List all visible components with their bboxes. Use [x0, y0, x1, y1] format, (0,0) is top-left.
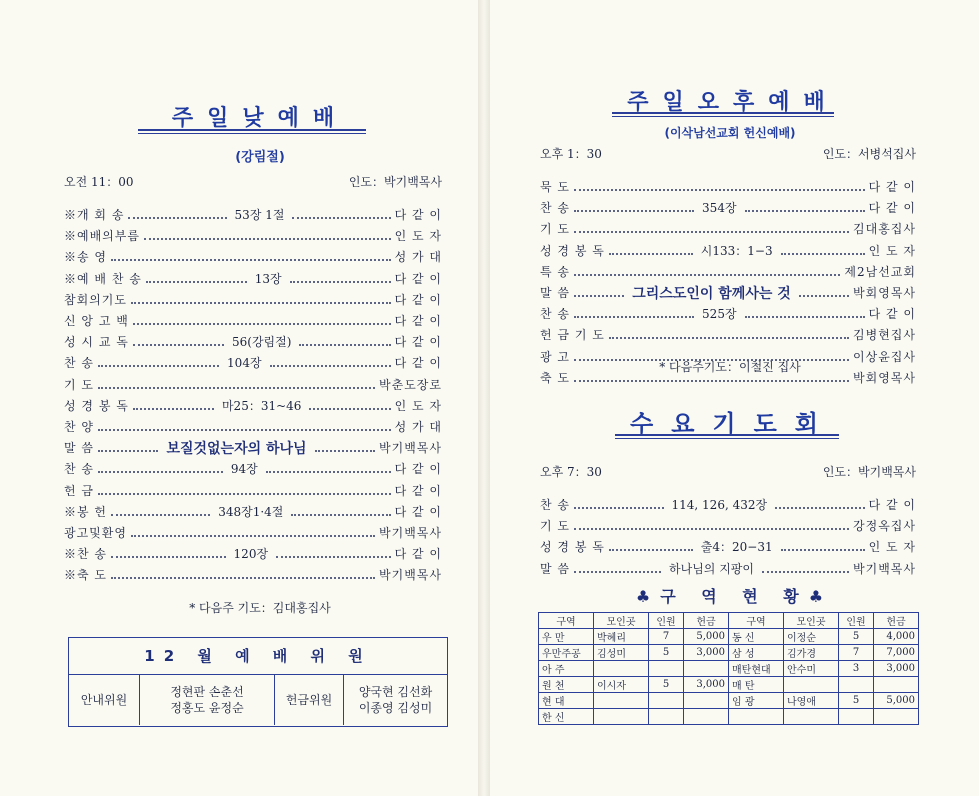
district-header-cell: 모인곳 — [594, 613, 649, 629]
district-cell: 우만주공 — [539, 645, 594, 661]
district-status-table — [538, 612, 919, 725]
order-item — [64, 437, 442, 458]
order-item-person: 박기백목사 — [853, 561, 916, 576]
wednesday-title-rule — [615, 434, 839, 439]
wednesday-time: 오후 7：30 — [540, 465, 602, 479]
leader-dots — [98, 422, 391, 431]
order-item-label: ※찬 송 — [64, 547, 107, 562]
order-item-label: ※봉 헌 — [64, 504, 107, 519]
district-cell — [649, 661, 684, 677]
order-item-label: 말 씀 — [540, 561, 570, 576]
district-cell: 3 — [839, 661, 874, 677]
order-item-person: 박회영목사 — [853, 286, 917, 301]
district-cell: 이시자 — [594, 677, 649, 693]
district-cell — [874, 677, 919, 693]
sunday-afternoon-subtitle: (이삭남선교회 헌신예배) — [664, 126, 796, 140]
district-cell: 안수미 — [784, 661, 839, 677]
usher-names-line: 정현판 손춘선 — [170, 685, 244, 699]
order-item-label: 찬 송 — [540, 201, 570, 216]
district-cell: 임 광 — [729, 693, 784, 709]
leader-dots — [276, 549, 391, 558]
district-header-cell: 헌금 — [874, 613, 919, 629]
district-cell: 5 — [649, 645, 684, 661]
leader-dots — [291, 507, 390, 516]
leader-dots — [574, 224, 849, 233]
district-cell: 4,000 — [874, 629, 919, 645]
district-cell — [784, 677, 839, 693]
leader-dots — [745, 203, 865, 212]
order-item-detail: 525장 — [702, 307, 737, 322]
order-item-person: 강정옥집사 — [853, 519, 916, 534]
district-header-cell: 구역 — [539, 613, 594, 629]
district-header-cell: 인원 — [839, 613, 874, 629]
sunday-morning-title: 주일낮예배 — [171, 106, 349, 131]
leader-dots — [574, 203, 694, 212]
order-item-label: ※예 배 찬 송 — [64, 271, 142, 286]
district-cell: 나영애 — [784, 693, 839, 709]
district-cell — [649, 709, 684, 725]
district-row — [539, 709, 919, 725]
order-item-person: 다 같 이 — [394, 462, 442, 477]
page-fold — [478, 0, 490, 796]
order-item-person: 다 같 이 — [394, 356, 442, 371]
order-item — [540, 558, 916, 579]
order-item-person: 인 도 자 — [868, 540, 917, 555]
district-status-title: ♣구 역 현 황♣ — [635, 587, 834, 606]
order-item — [64, 268, 442, 289]
order-item-label: 성 시 교 독 — [64, 335, 129, 350]
order-item — [64, 331, 442, 352]
wednesday-leader: 인도：박기백목사 — [822, 465, 916, 479]
order-item — [64, 543, 442, 564]
leader-dots — [762, 564, 849, 573]
wednesday-order — [540, 494, 916, 579]
district-header-cell: 인원 — [649, 613, 684, 629]
district-cell: 3,000 — [874, 661, 919, 677]
order-item-label: 찬 송 — [540, 498, 570, 513]
leader-dots — [292, 210, 390, 219]
order-item-person: 박기백목사 — [379, 568, 442, 583]
order-item — [64, 479, 442, 500]
district-row — [539, 661, 919, 677]
order-item-detail: 120장 — [233, 547, 269, 562]
order-item-detail: 53장 1절 — [234, 208, 285, 223]
leader-dots — [781, 246, 865, 255]
district-row — [539, 677, 919, 693]
order-item — [64, 395, 442, 416]
leader-dots — [309, 401, 390, 410]
leader-dots — [133, 337, 224, 346]
order-item — [540, 303, 916, 324]
leader-dots — [745, 309, 865, 318]
order-item — [64, 246, 442, 267]
order-item-detail: 56(강림절) — [232, 335, 292, 350]
order-item — [540, 218, 916, 239]
order-item — [540, 536, 916, 557]
leader-dots — [781, 542, 865, 551]
order-item-detail: 354장 — [702, 201, 737, 216]
district-cell: 5,000 — [874, 693, 919, 709]
order-item-label: 찬 양 — [64, 419, 94, 434]
district-cell — [649, 693, 684, 709]
district-cell — [874, 709, 919, 725]
district-cell: 5 — [839, 629, 874, 645]
order-item-person: 박회영목사 — [853, 370, 916, 385]
district-row — [539, 645, 919, 661]
district-cell: 박혜리 — [594, 629, 649, 645]
leader-dots — [144, 231, 391, 240]
leader-dots — [574, 500, 664, 509]
sunday-morning-title-rule — [138, 129, 366, 134]
district-cell — [684, 709, 729, 725]
committee-title: 12 월 예 배 위 원 — [69, 638, 447, 675]
district-cell: 매 탄 — [729, 677, 784, 693]
order-item-detail: 하나님의 지팡이 — [669, 561, 754, 576]
leader-dots — [131, 295, 391, 304]
district-cell: 한 신 — [539, 709, 594, 725]
order-item-person: 다 같 이 — [868, 498, 917, 513]
offering-names-line: 이종영 김성미 — [358, 701, 433, 715]
sunday-afternoon-meta — [540, 145, 916, 162]
order-item-label: 헌 금 기 도 — [540, 328, 605, 343]
leader-dots — [128, 210, 226, 219]
order-item-person: 다 같 이 — [868, 307, 916, 322]
leader-dots — [111, 507, 210, 516]
leader-dots — [290, 274, 391, 283]
district-cell: 동 신 — [729, 629, 784, 645]
usher-label: 안내위원 — [69, 675, 140, 725]
district-cell: 5,000 — [684, 629, 729, 645]
order-item — [540, 515, 916, 536]
sunday-morning-meta — [64, 173, 442, 190]
order-item-detail: 마25：31~46 — [221, 398, 302, 413]
order-item-person: 다 같 이 — [394, 547, 442, 562]
leader-dots — [133, 401, 214, 410]
order-item-detail: 시133：1−3 — [700, 243, 773, 258]
order-item-person: 박기백목사 — [379, 525, 442, 540]
district-cell — [839, 709, 874, 725]
leader-dots — [111, 570, 375, 579]
order-item-detail: 104장 — [227, 356, 262, 371]
order-item-person: 다 같 이 — [394, 335, 443, 350]
order-item-detail: 출4：20−31 — [700, 540, 773, 555]
order-item — [64, 564, 442, 585]
order-item-label: 신 앙 고 백 — [64, 314, 129, 329]
order-item-label: 성 경 봉 독 — [540, 540, 605, 555]
district-cell: 김성미 — [594, 645, 649, 661]
order-item — [64, 289, 442, 310]
leader-dots — [146, 274, 247, 283]
offering-names-line: 양국현 김선화 — [358, 685, 433, 699]
district-cell — [594, 661, 649, 677]
order-item-label: 찬 송 — [64, 356, 94, 371]
leader-dots — [609, 542, 693, 551]
order-item-detail: 114, 126, 432장 — [671, 498, 768, 513]
sunday-afternoon-next-prayer: * 다음주기도：이철진 집사 — [659, 360, 801, 374]
order-item-person: 성 가 대 — [394, 419, 442, 434]
district-row — [539, 629, 919, 645]
leader-dots — [98, 358, 219, 367]
order-item-person: 김대홍집사 — [853, 222, 916, 237]
order-item-person: 다 같 이 — [394, 504, 442, 519]
order-item — [540, 261, 916, 282]
order-item-label: 묵 도 — [540, 180, 570, 195]
offering-names — [344, 675, 447, 725]
order-item-detail: 348장1·4절 — [218, 504, 284, 519]
order-item-label: ※개 회 송 — [64, 208, 125, 223]
order-item-person: 다 같 이 — [394, 208, 442, 223]
leader-dots — [609, 246, 693, 255]
district-cell: 우 만 — [539, 629, 594, 645]
order-item-label: 특 송 — [540, 264, 570, 279]
order-item-person: 성 가 대 — [394, 250, 442, 265]
usher-names-line: 정홍도 윤정순 — [170, 701, 244, 715]
district-cell — [684, 661, 729, 677]
order-item-person: 다 같 이 — [868, 201, 916, 216]
order-item-person: 다 같 이 — [394, 314, 442, 329]
order-item-label: 참회의기도 — [64, 292, 127, 307]
district-cell: 3,000 — [684, 677, 729, 693]
leader-dots — [609, 330, 849, 339]
order-item — [540, 197, 916, 218]
order-item-person: 박기백목사 — [379, 441, 442, 456]
offering-label: 헌금위원 — [275, 675, 344, 725]
order-item-label: ※송 영 — [64, 250, 107, 265]
order-item-detail: 그리스도인이 함께사는 것 — [632, 285, 791, 302]
leader-dots — [98, 486, 391, 495]
district-cell: 7,000 — [874, 645, 919, 661]
order-item-label: 헌 금 — [64, 483, 94, 498]
leader-dots — [131, 528, 375, 537]
district-header-cell: 구역 — [729, 613, 784, 629]
leader-dots — [574, 267, 840, 276]
order-item-detail: 13장 — [254, 271, 282, 286]
order-item — [64, 204, 442, 225]
district-cell: 매탄현대 — [729, 661, 784, 677]
order-item-person: 이상윤집사 — [853, 349, 916, 364]
leader-dots — [574, 309, 694, 318]
district-cell: 현 대 — [539, 693, 594, 709]
order-item-label: 기 도 — [64, 377, 94, 392]
leader-dots — [574, 182, 865, 191]
order-item-detail: 94장 — [230, 462, 258, 477]
sunday-morning-subtitle: (강림절) — [235, 150, 285, 165]
sunday-afternoon-leader: 인도：서병석집사 — [822, 147, 916, 161]
district-cell: 7 — [839, 645, 874, 661]
wednesday-title: 수요기도회 — [630, 410, 836, 438]
order-item-person: 인 도 자 — [868, 243, 917, 258]
sunday-afternoon-time: 오후 1：30 — [540, 147, 602, 161]
order-item — [540, 324, 916, 345]
order-item-label: 기 도 — [540, 222, 570, 237]
district-cell: 3,000 — [684, 645, 729, 661]
district-cell: 삼 성 — [729, 645, 784, 661]
district-cell: 7 — [649, 629, 684, 645]
order-item — [64, 416, 442, 437]
wednesday-meta — [540, 463, 916, 480]
order-item-person: 다 같 이 — [394, 292, 442, 307]
order-item-label: 광 고 — [540, 349, 570, 364]
leader-dots — [111, 549, 226, 558]
district-cell — [784, 709, 839, 725]
district-cell: 5 — [839, 693, 874, 709]
sunday-morning-next-prayer: * 다음주 기도：김대홍집사 — [189, 601, 331, 615]
leader-dots — [574, 564, 661, 573]
order-item-label: 성 경 봉 독 — [64, 398, 129, 413]
sunday-morning-time: 오전 11：00 — [64, 175, 134, 189]
district-cell: 5 — [649, 677, 684, 693]
order-item — [540, 176, 916, 197]
sunday-afternoon-title-rule — [612, 112, 834, 117]
district-cell: 아 주 — [539, 661, 594, 677]
leader-dots — [270, 358, 391, 367]
order-item-person: 다 같 이 — [394, 483, 442, 498]
order-item — [64, 310, 442, 331]
sunday-morning-leader: 인도：박기백목사 — [348, 175, 442, 189]
leader-dots — [133, 316, 391, 325]
district-header-cell: 모인곳 — [784, 613, 839, 629]
order-item — [64, 522, 442, 543]
district-cell — [594, 709, 649, 725]
order-item-person: 인 도 자 — [394, 229, 442, 244]
order-item — [64, 501, 442, 522]
leader-dots — [98, 464, 223, 473]
leader-dots — [98, 380, 375, 389]
district-cell — [729, 709, 784, 725]
district-header-cell: 헌금 — [684, 613, 729, 629]
sunday-afternoon-order — [540, 176, 916, 388]
district-cell: 이정순 — [784, 629, 839, 645]
order-item — [540, 240, 916, 261]
order-item-person: 제2남선교회 — [844, 264, 916, 279]
order-item-label: 광고및환영 — [64, 525, 127, 540]
order-item-person: 김병현집사 — [853, 328, 916, 343]
order-item-label: 말 씀 — [540, 286, 570, 301]
usher-names — [140, 675, 275, 725]
leader-dots — [574, 521, 849, 530]
leader-dots — [299, 337, 390, 346]
order-item-person: 박춘도장로 — [379, 377, 442, 392]
order-item-person: 다 같 이 — [868, 180, 916, 195]
order-item-label: 말 씀 — [64, 441, 94, 456]
order-item-label: 축 도 — [540, 370, 570, 385]
leader-dots — [799, 288, 849, 297]
leader-dots — [98, 443, 158, 452]
order-item-label: 찬 송 — [540, 307, 570, 322]
order-item — [64, 352, 442, 373]
order-item-person: 다 같 이 — [394, 271, 442, 286]
order-item-detail: 보질것없는자의 하나님 — [166, 440, 307, 457]
order-item — [540, 282, 916, 303]
december-worship-committee — [68, 637, 448, 727]
leader-dots — [574, 288, 624, 297]
leader-dots — [111, 252, 391, 261]
sunday-afternoon-title: 주일오후예배 — [627, 90, 839, 115]
order-item-label: 찬 송 — [64, 462, 94, 477]
district-row — [539, 693, 919, 709]
order-item — [540, 494, 916, 515]
sunday-morning-order — [64, 204, 442, 585]
leader-dots — [775, 500, 865, 509]
order-item-label: 기 도 — [540, 519, 570, 534]
leader-dots — [315, 443, 375, 452]
leader-dots — [266, 464, 391, 473]
order-item — [64, 458, 442, 479]
order-item-label: 성 경 봉 독 — [540, 243, 605, 258]
order-item — [64, 374, 442, 395]
order-item-person: 인 도 자 — [394, 398, 442, 413]
district-cell — [684, 693, 729, 709]
order-item-label: ※예배의부름 — [64, 229, 140, 244]
district-cell — [594, 693, 649, 709]
order-item-label: ※축 도 — [64, 568, 107, 583]
district-cell — [839, 677, 874, 693]
district-cell: 김가경 — [784, 645, 839, 661]
order-item — [64, 225, 442, 246]
district-cell: 원 천 — [539, 677, 594, 693]
